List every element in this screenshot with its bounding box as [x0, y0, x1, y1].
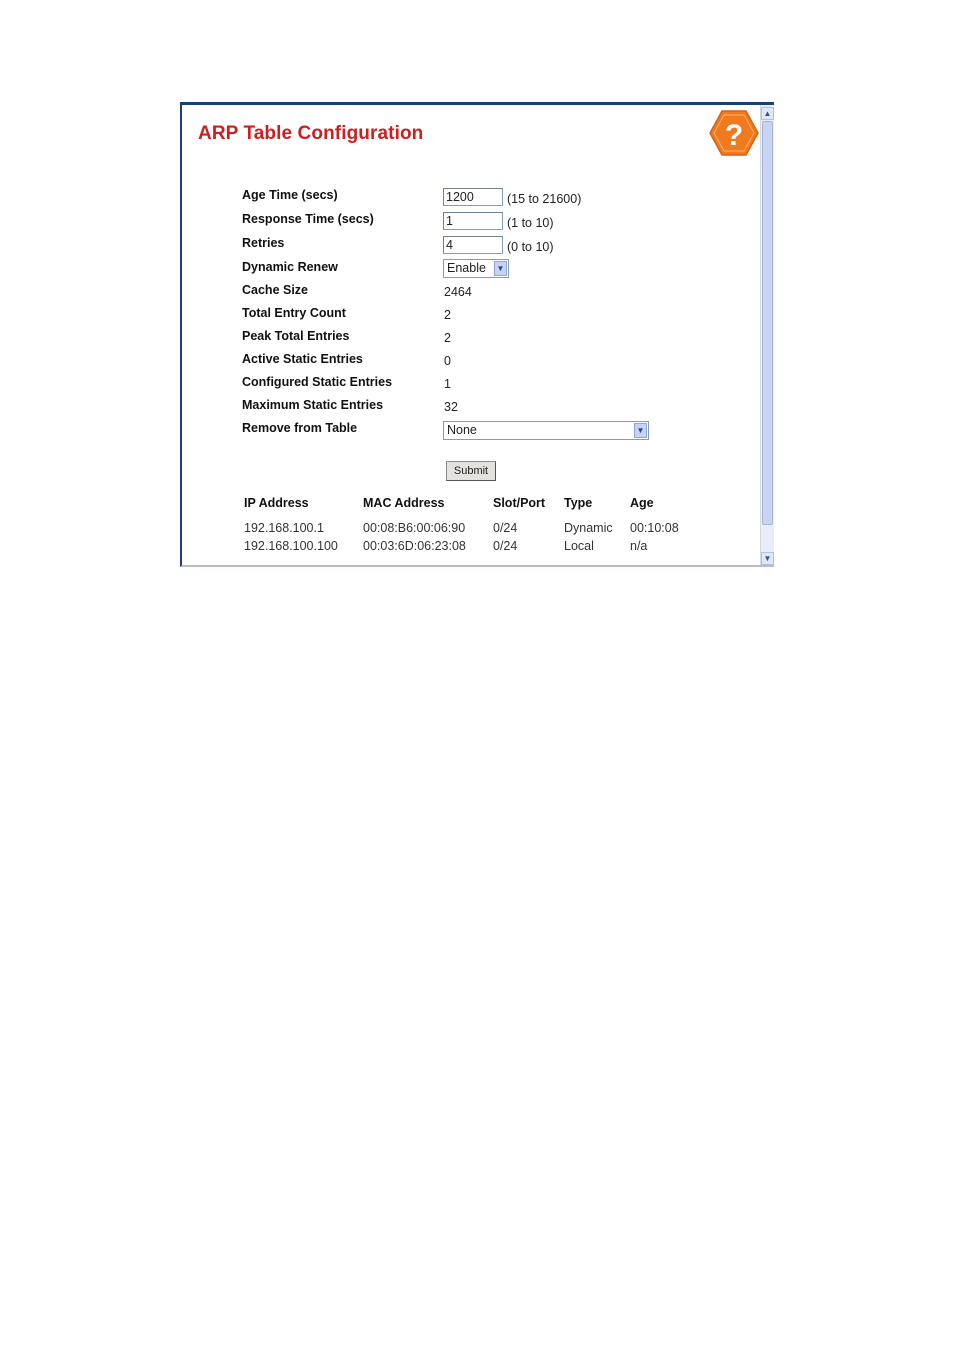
age-time-label: Age Time (secs): [242, 188, 338, 202]
peak-total-entries-value: 2: [444, 331, 451, 345]
column-header-mac-address: MAC Address: [363, 496, 445, 510]
scroll-down-arrow-icon[interactable]: ▼: [761, 552, 774, 565]
submit-button[interactable]: Submit: [446, 461, 496, 481]
chevron-down-icon[interactable]: ▼: [634, 423, 647, 438]
column-header-age: Age: [630, 496, 654, 510]
cell-type: Dynamic: [564, 521, 613, 535]
scroll-up-arrow-icon[interactable]: ▲: [761, 107, 774, 120]
cell-mac-address: 00:08:B6:00:06:90: [363, 521, 466, 535]
cell-type: Local: [564, 539, 594, 553]
age-time-range: (15 to 21600): [507, 192, 582, 206]
svg-text:?: ?: [724, 119, 744, 152]
configured-static-entries-label: Configured Static Entries: [242, 375, 393, 389]
dynamic-renew-value: Enable: [447, 261, 486, 275]
remove-from-table-select[interactable]: [443, 421, 649, 440]
cell-slot-port: 0/24: [493, 521, 518, 535]
response-time-input[interactable]: [443, 212, 503, 230]
total-entry-count-value: 2: [444, 308, 451, 322]
help-icon[interactable]: [708, 109, 760, 157]
retries-label: Retries: [242, 236, 285, 250]
total-entry-count-label: Total Entry Count: [242, 306, 346, 320]
page-title: ARP Table Configuration: [198, 123, 424, 144]
peak-total-entries-label: Peak Total Entries: [242, 329, 350, 343]
cache-size-value: 2464: [444, 285, 472, 299]
maximum-static-entries-value: 32: [444, 400, 458, 414]
cell-age: 00:10:08: [630, 521, 679, 535]
column-header-type: Type: [564, 496, 593, 510]
arp-config-panel: [180, 102, 774, 567]
column-header-slot-port: Slot/Port: [493, 496, 546, 510]
vertical-scrollbar[interactable]: [760, 105, 774, 565]
cache-size-label: Cache Size: [242, 283, 309, 297]
active-static-entries-value: 0: [444, 354, 451, 368]
configured-static-entries-value: 1: [444, 377, 451, 391]
active-static-entries-label: Active Static Entries: [242, 352, 363, 366]
retries-range: (0 to 10): [507, 240, 554, 254]
remove-from-table-label: Remove from Table: [242, 421, 358, 435]
cell-mac-address: 00:03:6D:06:23:08: [363, 539, 466, 553]
column-header-ip-address: IP Address: [244, 496, 309, 510]
cell-slot-port: 0/24: [493, 539, 518, 553]
response-time-range: (1 to 10): [507, 216, 554, 230]
dynamic-renew-select[interactable]: [443, 259, 509, 278]
response-time-label: Response Time (secs): [242, 212, 374, 226]
age-time-input[interactable]: [443, 188, 503, 206]
chevron-down-icon[interactable]: ▼: [494, 261, 507, 276]
dynamic-renew-label: Dynamic Renew: [242, 260, 338, 274]
retries-input[interactable]: [443, 236, 503, 254]
cell-ip-address: 192.168.100.100: [244, 539, 338, 553]
scrollbar-thumb[interactable]: [762, 121, 773, 525]
cell-ip-address: 192.168.100.1: [244, 521, 324, 535]
remove-from-table-value: None: [447, 423, 477, 437]
maximum-static-entries-label: Maximum Static Entries: [242, 398, 384, 412]
cell-age: n/a: [630, 539, 648, 553]
